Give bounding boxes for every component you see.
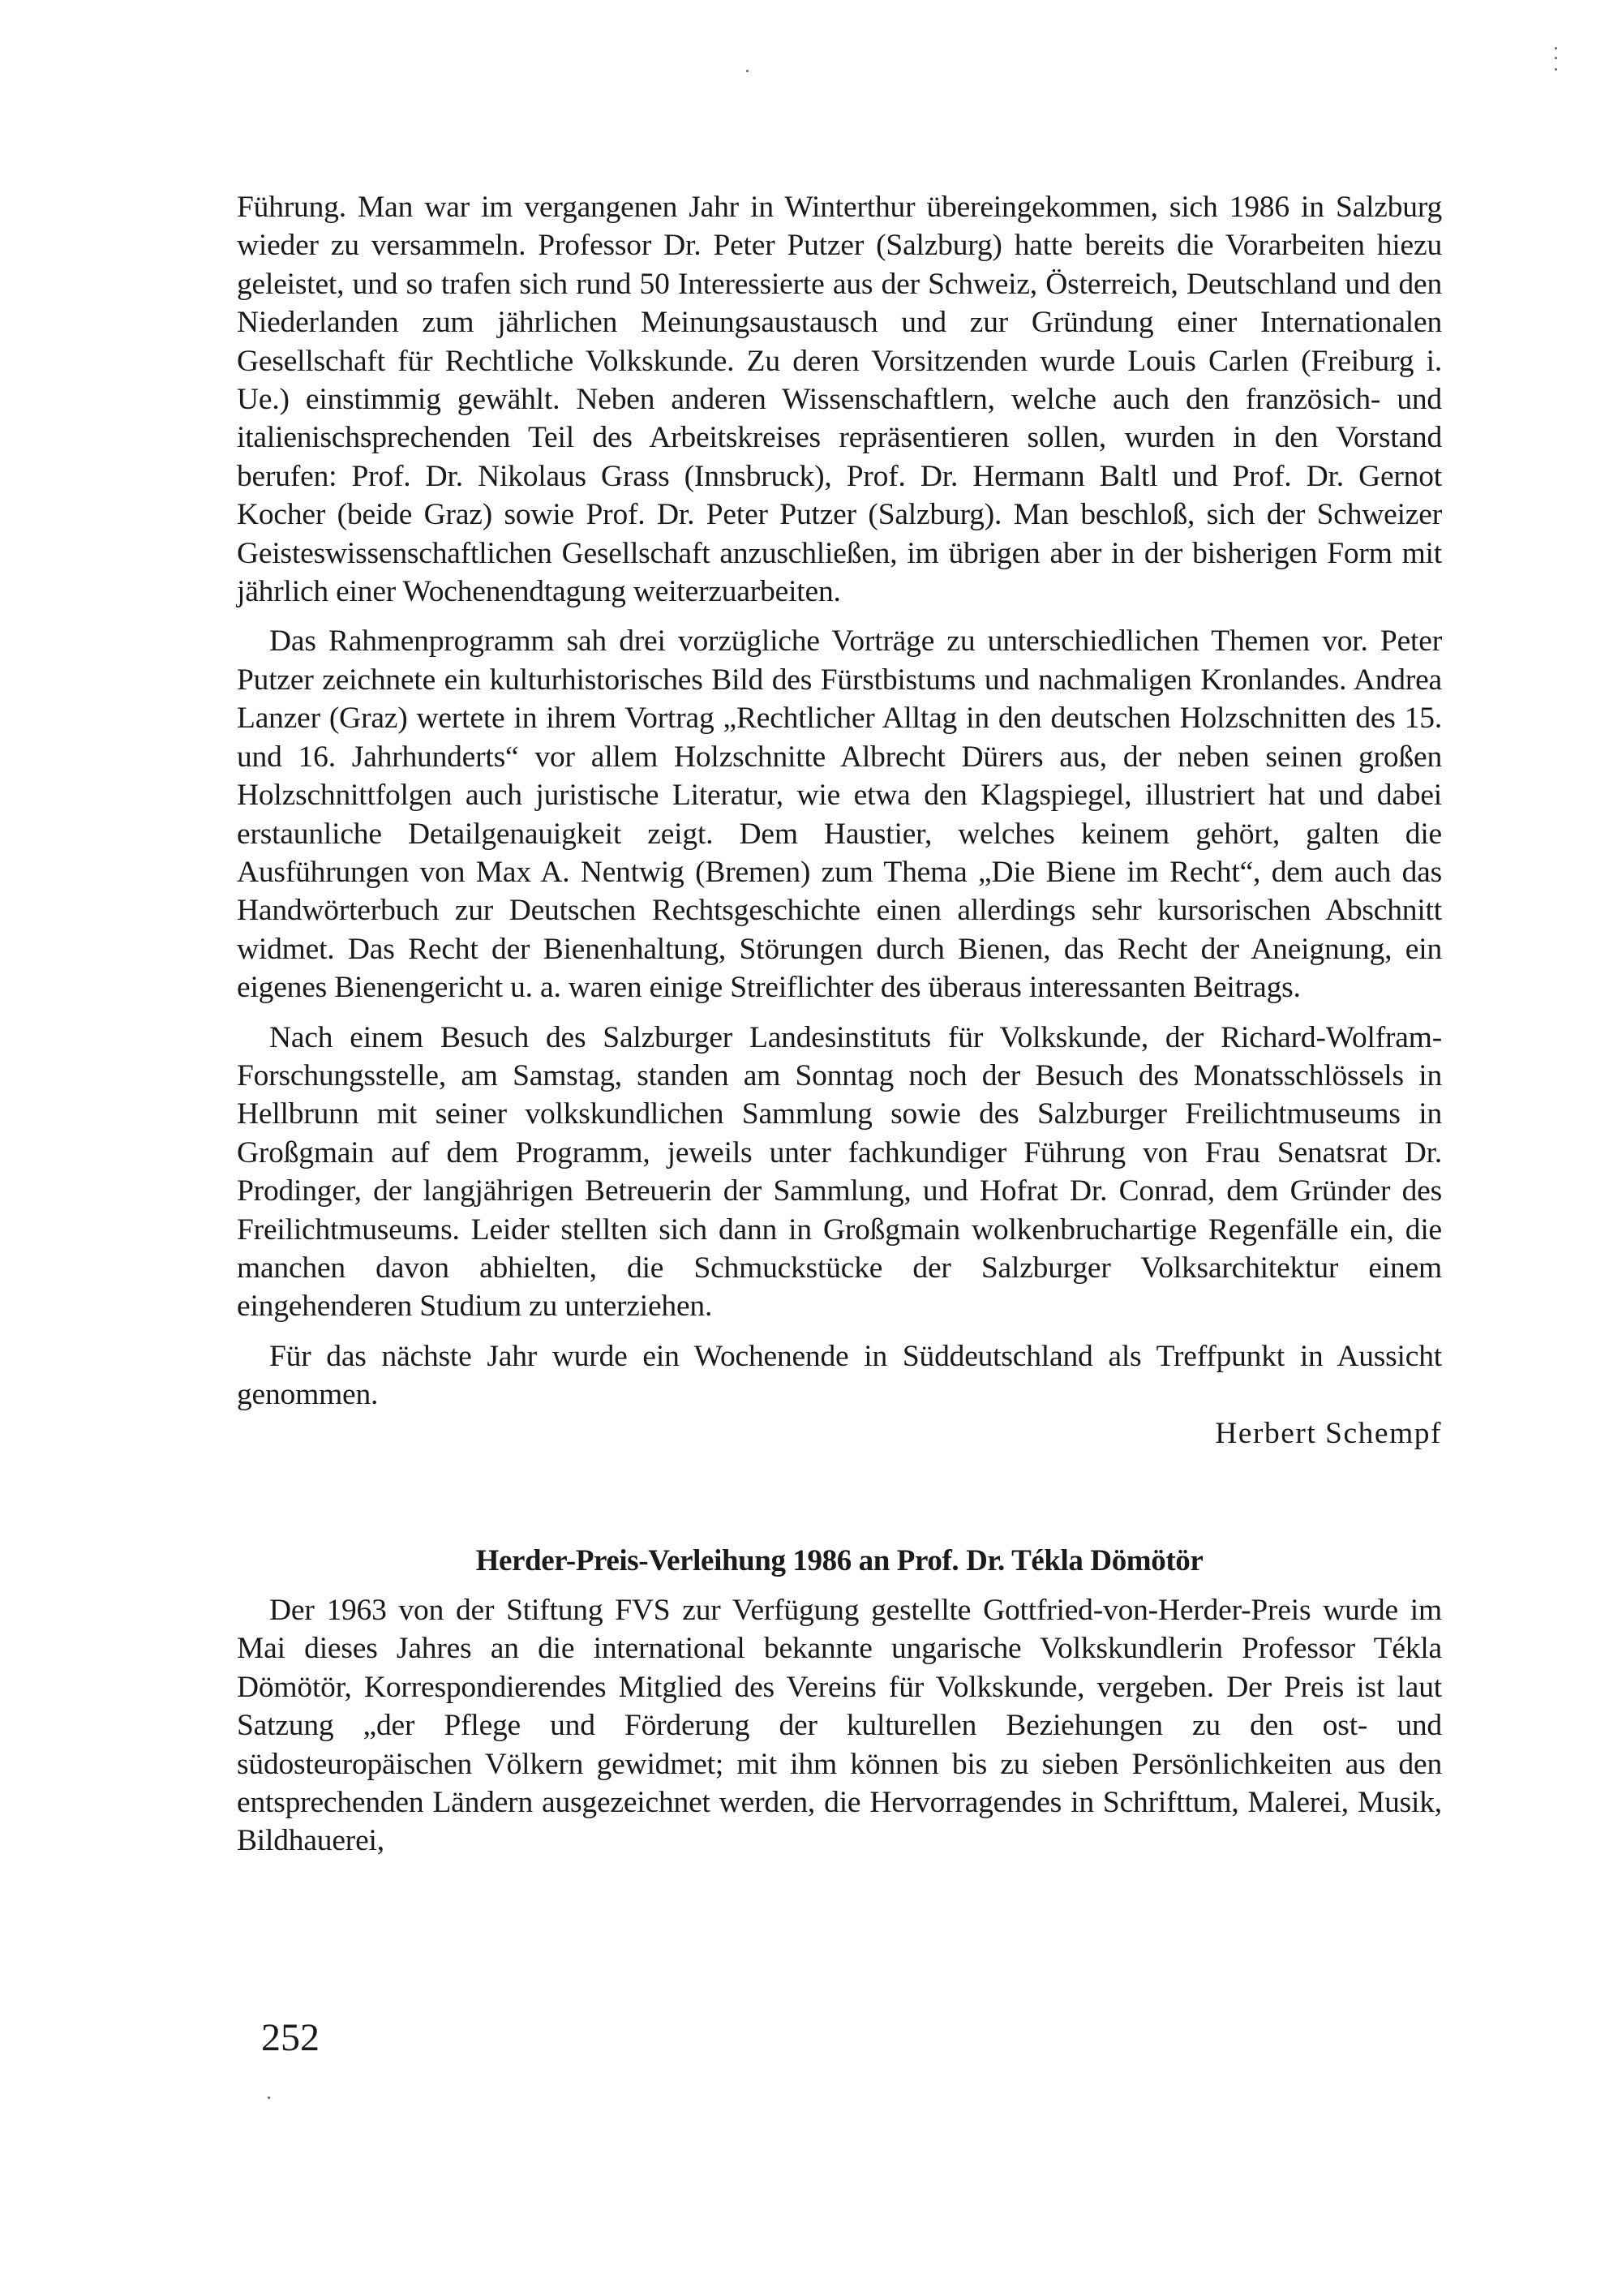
page-body (237, 188, 1442, 1860)
paragraph-naechstes-jahr: Für das nächste Jahr wurde ein Wochenende in Süddeutschland als Treffpunkt in Aussicht genommen. (237, 1339, 1442, 1412)
section-heading: Herder-Preis-Verleihung 1986 an Prof. Dr. Tékla Dömötör (475, 1544, 1204, 1577)
author-signature: Herbert Schempf (1215, 1416, 1442, 1450)
scan-speck (746, 70, 749, 72)
paragraph-besuch: Nach einem Besuch des Salzburger Landesinstituts für Volkskunde, der Richard-Wolfram-Forschungsstelle, am Samstag, standen am Sonntag noch der Besuch des Monatsschlössels in Hellbrunn mit seiner volkskundlichen Sammlung sowie des Salzburger Freilichtmuseums in Großgmain auf dem Programm, jeweils unter fachkundiger Führung von Frau Senatsrat Dr. Prodinger, der langjährigen Betreuerin der Sammlung, und Hofrat Dr. Conrad, dem Gründer des Freilichtmuseums. Leider stellten sich dann in Großgmain wolkenbruchartige Regenfälle ein, die manchen davon abhielten, die Schmuckstücke der Salzburger Volksarchitektur einem eingehenderen Studium zu unterziehen. (237, 1020, 1442, 1324)
scan-speck (1555, 47, 1557, 49)
page-number: 252 (261, 2016, 320, 2059)
paragraph-continuation: Führung. Man war im vergangenen Jahr in Winterthur übereingekommen, sich 1986 in Salzburg wieder zu versammeln. Professor Dr. Peter Putzer (Salzburg) hatte bereits die Vorarbeiten hiezu geleistet, und so trafen sich rund 50 Interessierte aus der Schweiz, Österreich, Deutschland und den Niederlanden zum jährlichen Meinungsaustausch und zur Gründung einer Internationalen Gesellschaft für Rechtliche Volkskunde. Zu deren Vorsitzenden wurde Louis Carlen (Freiburg i. Ue.) einstimmig gewählt. Neben anderen Wissenschaftlern, welche auch den französich- und italienischsprechenden Teil des Arbeitskreises repräsentieren sollen, wurden in den Vorstand berufen: Prof. Dr. Nikolaus Grass (Innsbruck), Prof. Dr. Hermann Baltl und Prof. Dr. Gernot Kocher (beide Graz) sowie Prof. Dr. Peter Putzer (Salzburg). Man beschloß, sich der Schweizer Geisteswissenschaftlichen Gesellschaft anzuschließen, im übrigen aber in der bisherigen Form mit jährlich einer Wochenendtagung weiterzuarbeiten. (237, 191, 1442, 609)
scan-speck (1555, 57, 1557, 59)
scan-speck (1555, 68, 1557, 71)
paragraph-herder-preis: Der 1963 von der Stiftung FVS zur Verfügung gestellte Gottfried-von-Herder-Preis wurde im Mai dieses Jahres an die international bekannte ungarische Volkskundlerin Professor Tékla Dömötör, Korrespondierendes Mitglied des Vereins für Volkskunde, vergeben. Der Preis ist laut Satzung „der Pflege und Förderung der kulturellen Beziehungen zu den ost- und südosteuropäischen Völkern gewidmet; mit ihm können bis zu sieben Persönlichkeiten aus den entsprechenden Ländern ausgezeichnet werden, die Hervorragendes in Schrifttum, Malerei, Musik, Bildhauerei, (237, 1594, 1442, 1858)
paragraph-rahmenprogramm: Das Rahmenprogramm sah drei vorzügliche Vorträge zu unterschiedlichen Themen vor. Peter Putzer zeichnete ein kulturhistorisches Bild des Fürstbistums und nachmaligen Kronlandes. Andrea Lanzer (Graz) wertete in ihrem Vortrag „Rechtlicher Alltag in den deutschen Holzschnitten des 15. und 16. Jahrhunderts“ vor allem Holzschnitte Albrecht Dürers aus, der neben seinen großen Holzschnittfolgen auch juristische Literatur, wie etwa den Klagspiegel, illustriert hat und dabei erstaunliche Detailgenauigkeit zeigt. Dem Haustier, welches keinem gehört, galten die Ausführungen von Max A. Nentwig (Bremen) zum Thema „Die Biene im Recht“, dem auch das Handwörterbuch zur Deutschen Rechtsgeschichte einen allerdings sehr kursorischen Abschnitt widmet. Das Recht der Bienenhaltung, Störungen durch Bienen, das Recht der Aneignung, ein eigenes Bienengericht u. a. waren einige Streiflichter des überaus interessanten Beitrags. (237, 624, 1442, 1005)
scan-speck (268, 2096, 270, 2099)
